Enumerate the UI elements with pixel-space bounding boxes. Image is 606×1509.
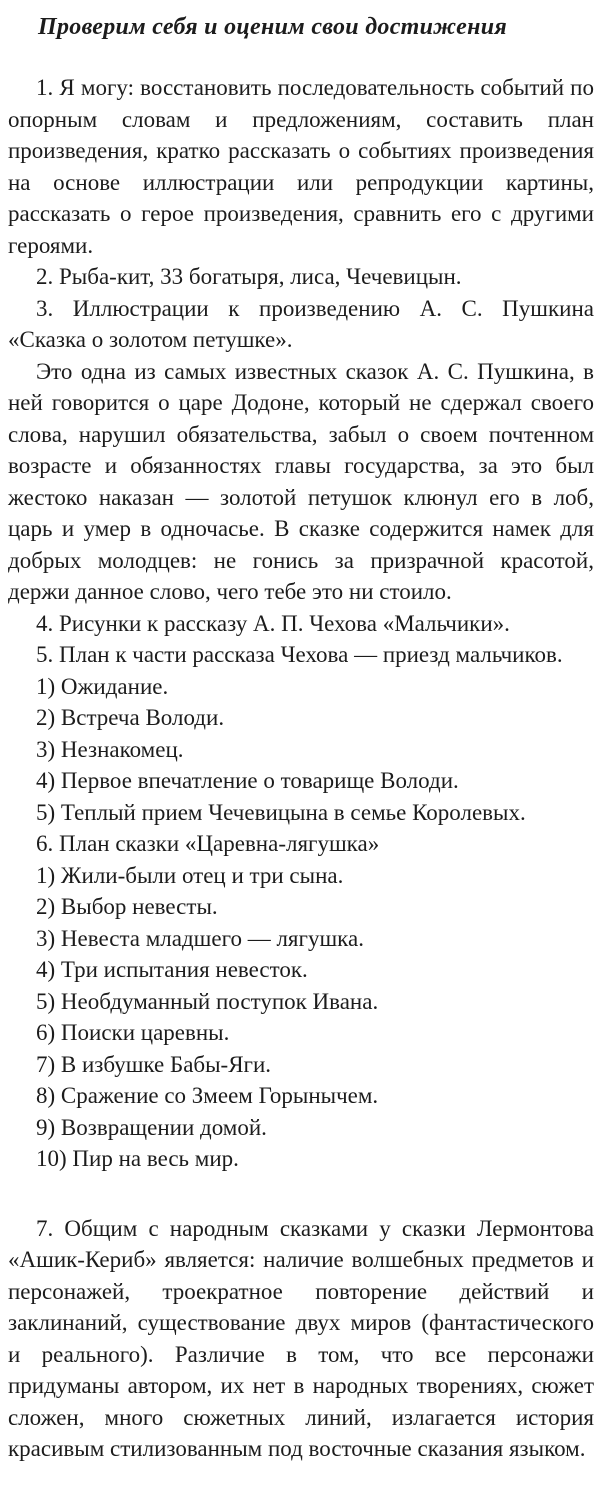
list-item: 1) Ожидание.	[36, 673, 169, 699]
spacer	[8, 1175, 594, 1213]
paragraph: Это одна из самых известных сказок А. С. Пушкина, в ней говорится о царе Додоне, который не сдержал своего слова, нарушил обязательства, забыл о своем почтенном возрасте и обязанностях главы государства, за это был жестоко наказан — золотой петушок клюнул его в лоб, царь и умер в одночасье. В сказке содержится намек для добрых молодцев: не гонись за призрачной красотой, держи данное слово, чего тебе это ни стоило.	[8, 358, 594, 604]
paragraph: 7. Общим с народным сказками у сказки Лермонтова «Ашик-Кериб» является: наличие волшебных предметов и персонажей, троекратное повторение действий и заклинаний, существование двух миров (фантастического и реального). Различие в том, что все персонажи придуманы автором, их нет в народных творениях, сюжет сложен, много сюжетных линий, излагается история красивым стилизованным под восточные сказания языком.	[8, 1215, 594, 1461]
list-item: 1) Жили-были отец и три сына.	[36, 862, 344, 888]
page-title: Проверим себя и оценим свои достижения	[38, 14, 508, 40]
paragraph: 1. Я могу: восстановить последовательность событий по опорным словам и предложениям, составить план произведения, кратко рассказать о событиях произведения на основе иллюстрации или репродукции картины, рассказать о герое произведения, сравнить его с другими героями.	[8, 75, 594, 258]
list-item: 7) В избушке Бабы-Яги.	[36, 1051, 272, 1077]
paragraph: 5. План к части рассказа Чехова — приезд мальчиков.	[36, 642, 563, 667]
paragraph: 6. План сказки «Царевна-лягушка»	[36, 831, 380, 856]
list-item: 5) Необдуманный поступок Ивана.	[36, 988, 379, 1014]
list-item: 9) Возвращении домой.	[36, 1114, 267, 1140]
paragraph: 4. Рисунки к рассказу А. П. Чехова «Мальчики».	[36, 610, 510, 636]
list-item: 10) Пир на весь мир.	[36, 1146, 239, 1171]
list-item: 4) Первое впечатление о товарище Володи.	[36, 768, 459, 793]
list-item: 3) Невеста младшего — лягушка.	[36, 925, 364, 951]
list-item: 2) Выбор невесты.	[36, 894, 218, 919]
list-item: 3) Незнакомец.	[36, 736, 184, 762]
list-item: 8) Сражение со Змеем Горынычем.	[36, 1083, 379, 1108]
list-item: 4) Три испытания невесток.	[36, 957, 308, 982]
answer-blocks	[8, 72, 594, 1465]
list-item: 5) Теплый прием Чечевицына в семье Королевых.	[36, 799, 526, 825]
paragraph: 2. Рыба-кит, 33 богатыря, лиса, Чечевицын.	[36, 264, 462, 289]
list-item: 2) Встреча Володи.	[36, 705, 225, 730]
paragraph: 3. Иллюстрации к произведению А. С. Пушкина «Сказка о золотом петушке».	[8, 295, 594, 352]
list-item: 6) Поиски царевны.	[36, 1020, 230, 1045]
